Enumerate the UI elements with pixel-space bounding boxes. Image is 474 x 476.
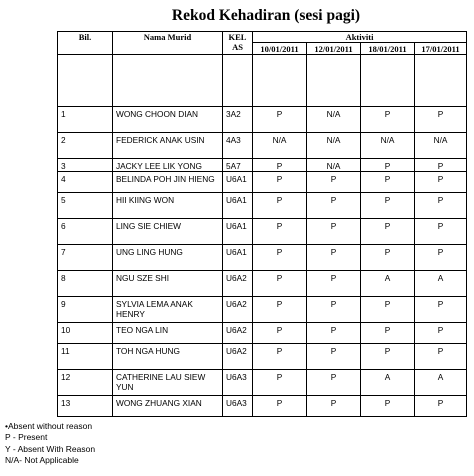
row-kelas: 5A7: [223, 159, 253, 172]
row-kelas: U6A2: [223, 344, 253, 370]
row-attendance-cell: P: [253, 172, 307, 193]
row-attendance-cell: P: [253, 323, 307, 344]
row-student-name: UNG LING HUNG: [113, 245, 223, 271]
header-date: 10/01/2011: [253, 43, 307, 55]
table-row: [58, 219, 467, 245]
row-bil: 9: [58, 297, 113, 323]
page-title: Rekod Kehadiran (sesi pagi): [171, 7, 361, 24]
row-attendance-cell: P: [415, 172, 467, 193]
row-attendance-cell: P: [307, 193, 361, 219]
row-attendance-cell: P: [253, 159, 307, 172]
table-row: [58, 159, 467, 172]
row-student-name: FEDERICK ANAK USIN: [113, 133, 223, 159]
table-row: [58, 245, 467, 271]
row-attendance-cell: P: [361, 172, 415, 193]
row-attendance-cell: P: [307, 172, 361, 193]
row-attendance-cell: N/A: [307, 107, 361, 133]
row-bil: 4: [58, 172, 113, 193]
row-attendance-cell: N/A: [253, 133, 307, 159]
row-bil: 11: [58, 344, 113, 370]
row-attendance-cell: P: [253, 396, 307, 417]
table-row: [58, 344, 467, 370]
row-student-name: JACKY LEE LIK YONG: [113, 159, 223, 172]
row-attendance-cell: P: [361, 323, 415, 344]
row-attendance-cell: P: [415, 107, 467, 133]
row-attendance-cell: P: [415, 245, 467, 271]
row-kelas: U6A1: [223, 219, 253, 245]
row-bil: 1: [58, 107, 113, 133]
row-attendance-cell: P: [361, 245, 415, 271]
row-attendance-cell: P: [253, 219, 307, 245]
row-attendance-cell: P: [415, 323, 467, 344]
row-kelas: U6A2: [223, 323, 253, 344]
row-attendance-cell: P: [307, 370, 361, 396]
row-kelas: U6A3: [223, 396, 253, 417]
header-kelas: KEL AS: [223, 32, 253, 55]
header-spacer-row: [58, 55, 467, 107]
row-student-name: CATHERINE LAU SIEW YUN: [113, 370, 223, 396]
table-row: [58, 396, 467, 417]
row-attendance-cell: P: [253, 344, 307, 370]
legend-item-present: P - Present: [5, 432, 48, 443]
row-student-name: WONG ZHUANG XIAN: [113, 396, 223, 417]
header-bil: Bil.: [58, 32, 113, 55]
header-date: 17/01/2011: [415, 43, 467, 55]
row-student-name: TEO NGA LIN: [113, 323, 223, 344]
legend: [5, 421, 95, 466]
row-attendance-cell: P: [253, 107, 307, 133]
row-bil: 13: [58, 396, 113, 417]
row-attendance-cell: P: [307, 271, 361, 297]
row-bil: 10: [58, 323, 113, 344]
row-bil: 3: [58, 159, 113, 172]
row-attendance-cell: P: [415, 219, 467, 245]
table-row: [58, 172, 467, 193]
row-attendance-cell: P: [415, 396, 467, 417]
row-student-name: WONG CHOON DIAN: [113, 107, 223, 133]
row-attendance-cell: P: [415, 193, 467, 219]
row-student-name: TOH NGA HUNG: [113, 344, 223, 370]
row-attendance-cell: N/A: [307, 133, 361, 159]
row-attendance-cell: N/A: [361, 133, 415, 159]
header-date: 18/01/2011: [361, 43, 415, 55]
row-attendance-cell: P: [307, 297, 361, 323]
row-attendance-cell: P: [253, 245, 307, 271]
row-attendance-cell: N/A: [415, 133, 467, 159]
table-row: [58, 133, 467, 159]
row-attendance-cell: P: [361, 107, 415, 133]
row-kelas: U6A1: [223, 193, 253, 219]
row-bil: 7: [58, 245, 113, 271]
row-attendance-cell: P: [253, 370, 307, 396]
table-row: [58, 323, 467, 344]
row-kelas: U6A2: [223, 297, 253, 323]
legend-item-absent-without-reason: •Absent without reason: [5, 421, 93, 431]
row-kelas: U6A1: [223, 172, 253, 193]
table-row: [58, 271, 467, 297]
row-attendance-cell: P: [361, 193, 415, 219]
row-attendance-cell: P: [307, 344, 361, 370]
attendance-rows: [58, 107, 467, 417]
row-kelas: U6A3: [223, 370, 253, 396]
row-attendance-cell: P: [307, 219, 361, 245]
header-aktiviti: Aktiviti: [253, 32, 467, 43]
row-bil: 5: [58, 193, 113, 219]
row-attendance-cell: A: [361, 370, 415, 396]
row-attendance-cell: A: [415, 271, 467, 297]
row-attendance-cell: P: [361, 344, 415, 370]
row-attendance-cell: P: [361, 219, 415, 245]
row-attendance-cell: P: [307, 323, 361, 344]
row-student-name: SYLVIA LEMA ANAK HENRY: [113, 297, 223, 323]
row-attendance-cell: P: [361, 159, 415, 172]
row-bil: 8: [58, 271, 113, 297]
row-attendance-cell: P: [361, 396, 415, 417]
row-attendance-cell: P: [253, 271, 307, 297]
row-kelas: 4A3: [223, 133, 253, 159]
table-row: [58, 370, 467, 396]
row-student-name: LING SIE CHIEW: [113, 219, 223, 245]
row-student-name: NGU SZE SHI: [113, 271, 223, 297]
row-student-name: HII KIING WON: [113, 193, 223, 219]
header-nama-murid: Nama Murid: [113, 32, 223, 55]
row-attendance-cell: P: [307, 396, 361, 417]
row-attendance-cell: P: [253, 193, 307, 219]
row-attendance-cell: P: [415, 159, 467, 172]
row-attendance-cell: P: [415, 297, 467, 323]
row-bil: 6: [58, 219, 113, 245]
row-attendance-cell: A: [361, 271, 415, 297]
row-bil: 12: [58, 370, 113, 396]
table-row: [58, 193, 467, 219]
row-attendance-cell: N/A: [307, 159, 361, 172]
row-attendance-cell: P: [307, 245, 361, 271]
legend-item-absent-with-reason: Y - Absent With Reason: [5, 443, 96, 454]
table-row: [58, 107, 467, 133]
row-attendance-cell: P: [361, 297, 415, 323]
row-kelas: U6A1: [223, 245, 253, 271]
row-kelas: 3A2: [223, 107, 253, 133]
row-attendance-cell: P: [253, 297, 307, 323]
row-student-name: BELINDA POH JIN HIENG: [113, 172, 223, 193]
row-attendance-cell: A: [415, 370, 467, 396]
legend-item-not-applicable: N/A- Not Applicable: [5, 454, 79, 465]
attendance-table: [57, 31, 467, 417]
table-row: [58, 297, 467, 323]
row-bil: 2: [58, 133, 113, 159]
header-date: 12/01/2011: [307, 43, 361, 55]
row-attendance-cell: P: [415, 344, 467, 370]
row-kelas: U6A2: [223, 271, 253, 297]
